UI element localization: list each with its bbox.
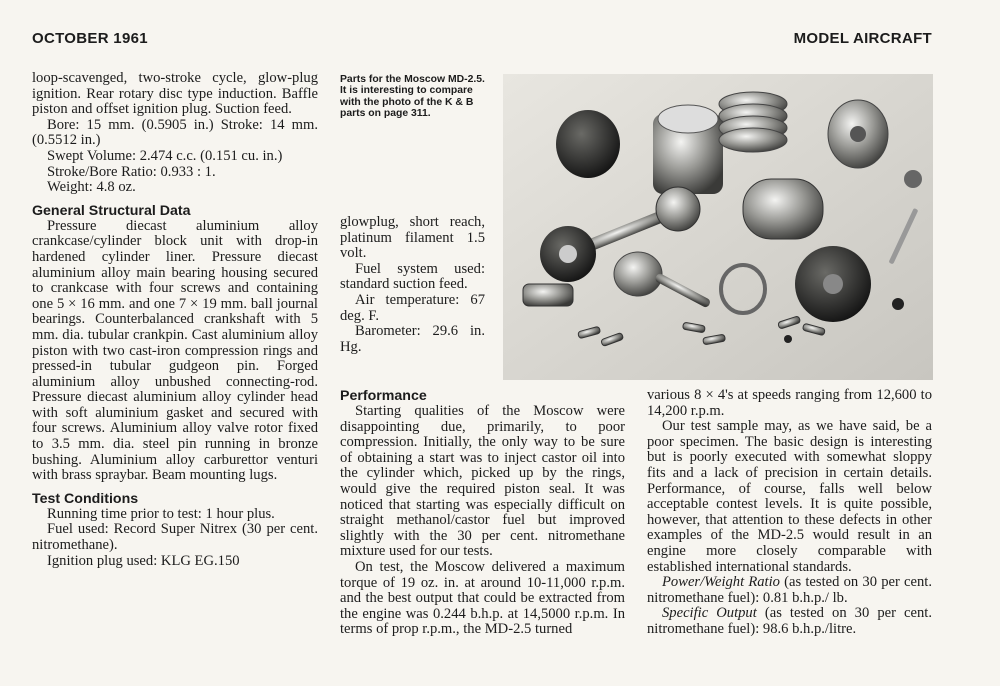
intro-paragraph: loop-scavenged, two-stroke cycle, glow-plug ignition. Rear rotary disc type induction. Baffle piston and offset ignition plug. Suction feed. (32, 70, 318, 118)
air-temperature-text: Air temperature: 67 deg. F. (340, 291, 485, 324)
spec-stroke-bore-ratio: Stroke/Bore Ratio: 0.933 : 1. (47, 163, 216, 180)
column-1 (32, 71, 318, 569)
test-ignition-plug: Ignition plug used: KLG EG.150 (47, 552, 240, 569)
power-weight-label: Power/Weight Ratio (662, 574, 780, 591)
power-weight-value: (as tested on 30 per cent. nitromethane fuel): 0.81 b.h.p./ lb. (647, 574, 932, 606)
col3-paragraph-2: Our test sample may, as we have said, be a poor specimen. The basic design is interesting but is poorly executed with somewhat sloppy fits and a lack of precision in certain details. Performance, of course, falls well below acceptable contest levels. It is quite possible, however, that attention to these defects in other examples of the MD-2.5 would result in an engine more closely comparable with established international standards. (647, 418, 932, 575)
running-header-magazine: MODEL AIRCRAFT (793, 30, 932, 47)
glowplug-text: glowplug, short reach, platinum filament 1.5 volt. (340, 214, 485, 262)
spec-weight: Weight: 4.8 oz. (47, 179, 136, 196)
specific-output (647, 606, 932, 637)
performance-paragraph-2: On test, the Moscow delivered a maximum torque of 19 oz. in. at around 10-11,000 r.p.m. and the best output that could be extracted from the engine was 0.244 b.h.p. at 14,5000 r.p.m. In terms of prop r.p.m., the MD-2.5 turned (340, 558, 625, 638)
running-header-date: OCTOBER 1961 (32, 30, 148, 47)
spec-swept-volume: Swept Volume: 2.474 c.c. (0.151 cu. in.) (47, 147, 283, 164)
barometer-text: Barometer: 29.6 in. Hg. (340, 323, 485, 355)
specific-output-label: Specific Output (662, 605, 757, 622)
col3-paragraph-1: various 8 × 4's at speeds ranging from 12,600 to 14,200 r.p.m. (647, 387, 932, 419)
spec-bore-stroke: Bore: 15 mm. (0.5905 in.) Stroke: 14 mm. (0.5512 in.) (32, 116, 318, 149)
engine-parts-photo (503, 74, 933, 380)
fuel-system-text: Fuel system used: standard suction feed. (340, 260, 485, 293)
structural-data-heading: General Structural Data (32, 202, 191, 219)
test-fuel: Fuel used: Record Super Nitrex (30 per cent. nitromethane). (32, 521, 318, 554)
power-weight-ratio (647, 575, 932, 606)
performance-heading: Performance (340, 388, 427, 404)
column-2-performance (340, 388, 625, 638)
specific-output-value: (as tested on 30 per cent. nitromethane fuel): 98.6 b.h.p./litre. (647, 605, 932, 637)
performance-paragraph-1: Starting qualities of the Moscow were disappointing due, primarily, to poor compression. Initially, the only way to be sure of obtaining a start was to inject castor oil into the cylinder which, picked up by the rings, would give the required piston seal. It was noticed that starting was especially difficult on straight methanol/castor fuel but improved slightly with the 30 per cent. nitromethane mixture used for our tests. (340, 403, 625, 560)
test-running-time: Running time prior to test: 1 hour plus. (47, 505, 275, 522)
structural-data-paragraph: Pressure diecast aluminium alloy crankcase/cylinder block unit with drop-in hardened cylinder liner. Pressure diecast aluminium alloy main bearing housing secured to crankcase with four screws and containing one 5 × 16 mm. and one 7 × 19 mm. ball journal bearings. Counterbalanced crankshaft with 5 mm. dia. tubular crankpin. Cast aluminium alloy piston with two cast-iron compression rings and pressed-in tubular gudgeon pin. Forged aluminium alloy unbushed connecting-rod. Pressure diecast aluminium alloy cylinder head with soft aluminium gasket and secured with four screws. Aluminium alloy valve rotor fixed to 3.5 mm. dia. steel pin running in bronze bushing. Aluminium alloy carburettor venturi with brass spraybar. Beam mounting lugs. (32, 217, 318, 484)
photo-caption: Parts for the Moscow MD-2.5. It is interesting to compare with the photo of the K & B parts on page 311. (340, 74, 485, 120)
test-conditions-heading: Test Conditions (32, 490, 139, 507)
column-2-upper (340, 215, 485, 355)
engine-parts-illustration (503, 74, 933, 380)
column-3 (647, 388, 932, 638)
